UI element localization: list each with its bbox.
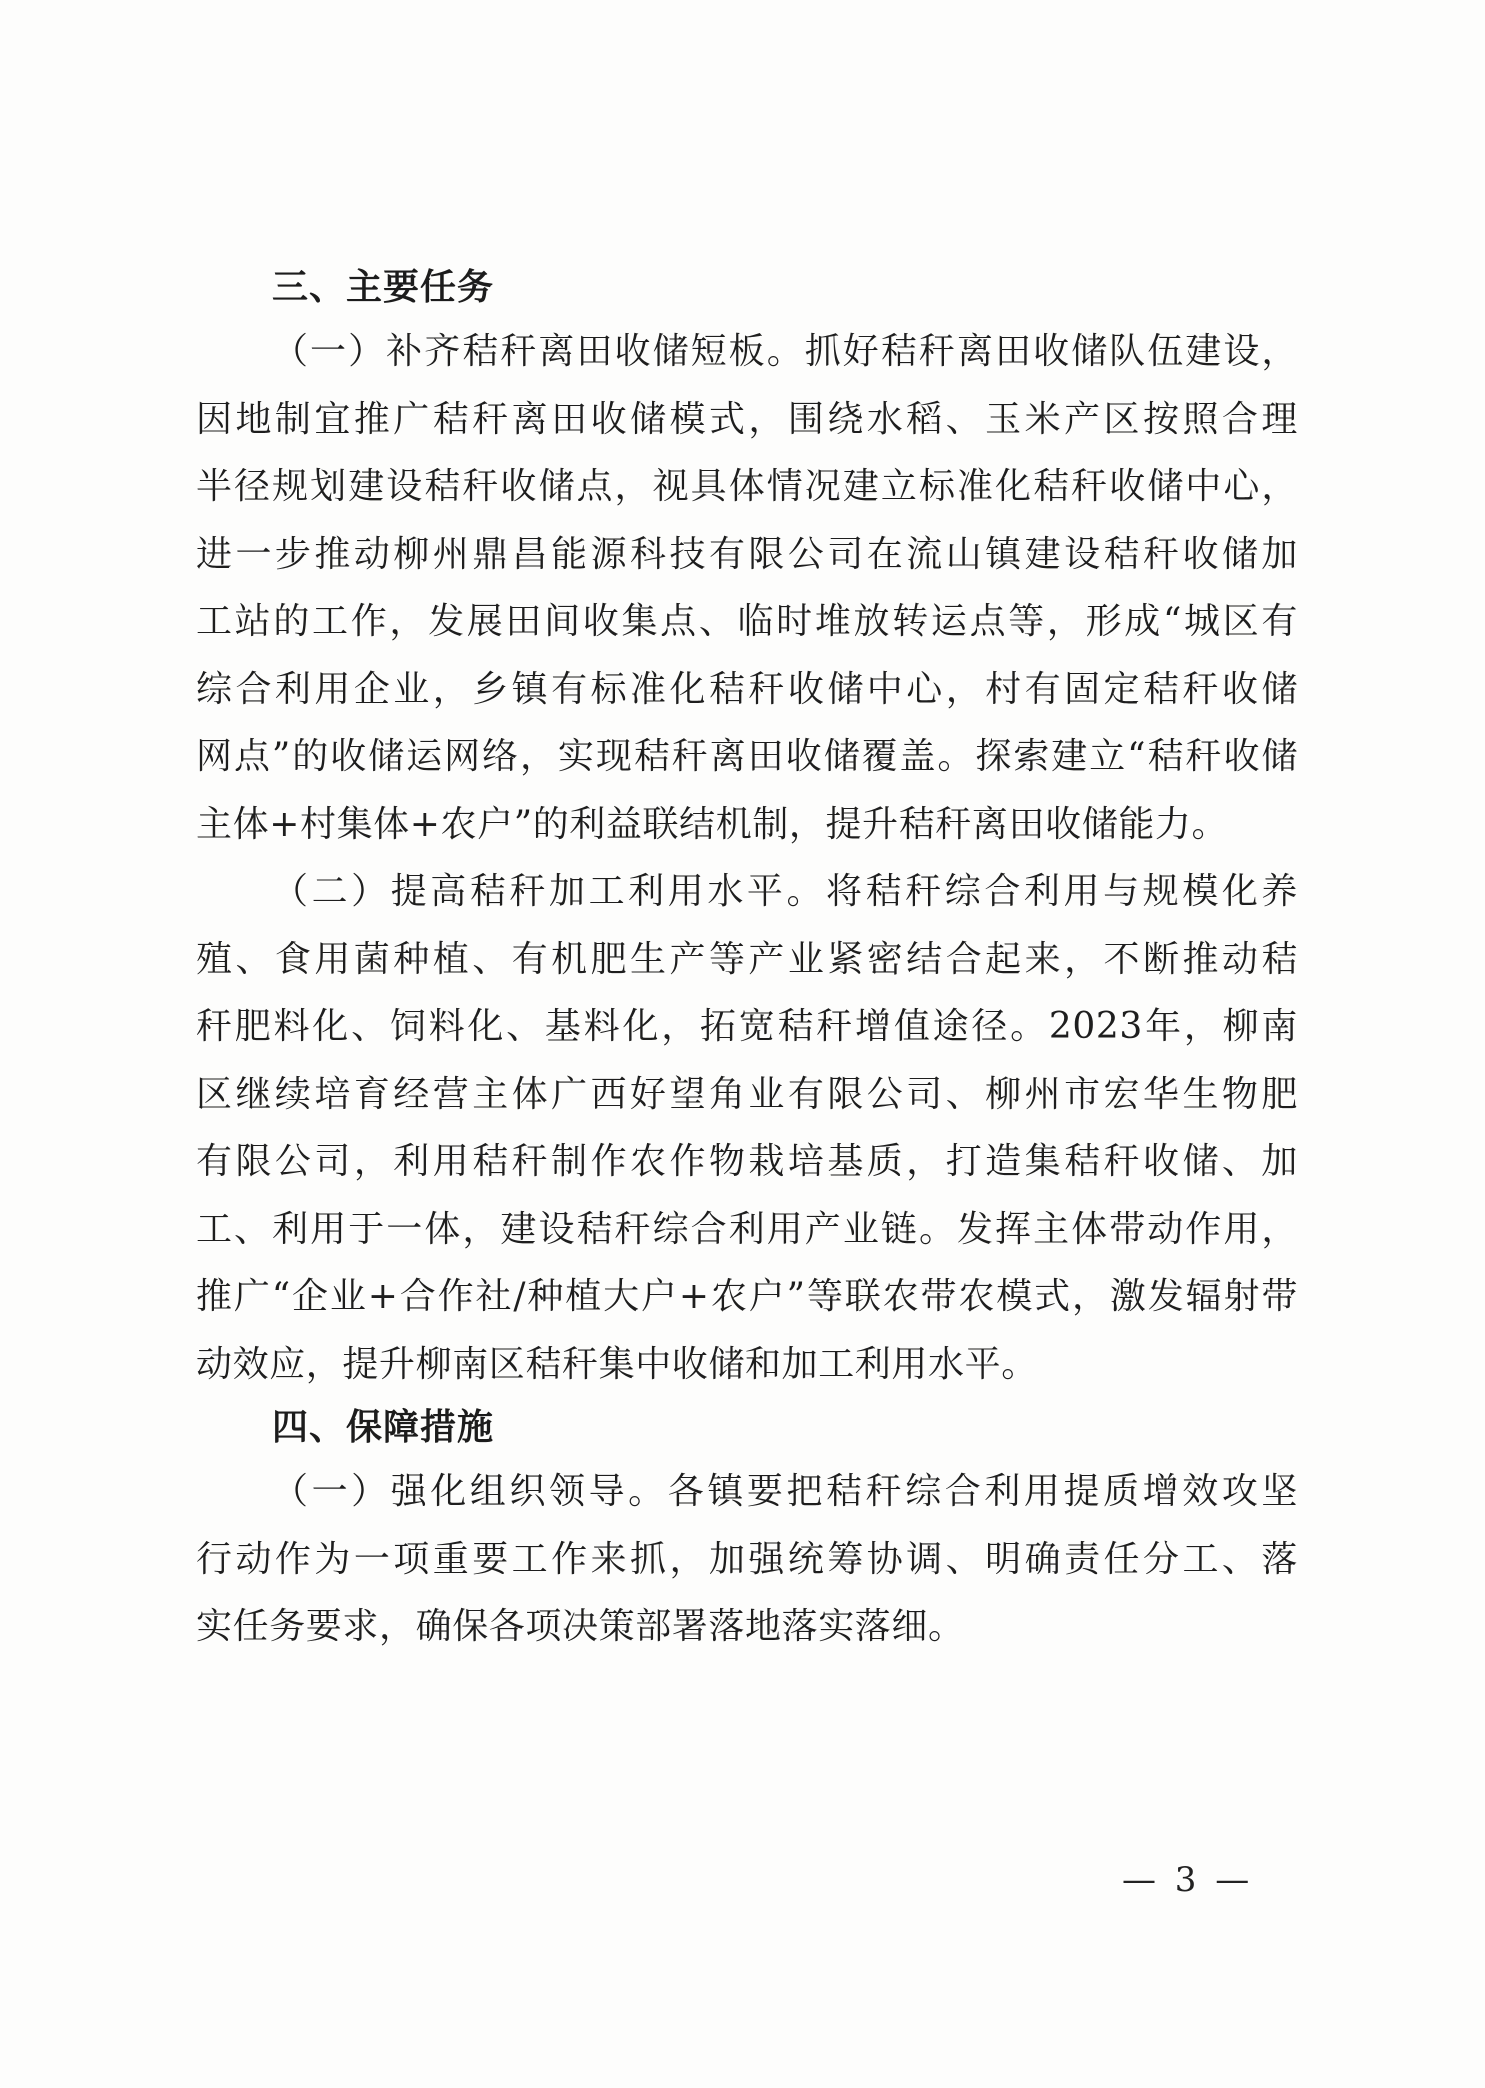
text-line: （二）提高秸秆加工利用水平。将秸秆综合利用与规模化养 (272, 871, 1298, 912)
text-line: 半径规划建设秸秆收储点，视具体情况建立标准化秸秆收储中心， (196, 466, 1298, 507)
text-line: 动效应，提升柳南区秸秆集中收储和加工利用水平。 (196, 1343, 1038, 1385)
text-line: 有限公司，利用秸秆制作农作物栽培基质，打造集秸秆收储、加 (196, 1141, 1298, 1182)
text-line: 秆肥料化、饲料化、基料化，拓宽秸秆增值途径。2023年，柳南 (196, 1006, 1298, 1047)
text-line: 综合利用企业，乡镇有标准化秸秆收储中心，村有固定秸秆收储 (196, 668, 1298, 710)
text-line: （一）补齐秸秆离田收储短板。抓好秸秆离田收储队伍建设， (272, 331, 1298, 372)
text-line: 主体+村集体+农户”的利益联结机制，提升秸秆离田收储能力。 (196, 803, 1229, 845)
text-line: 工站的工作，发展田间收集点、临时堆放转运点等，形成“城区有 (196, 601, 1298, 642)
text-line: 进一步推动柳州鼎昌能源科技有限公司在流山镇建设秸秆收储加 (196, 533, 1298, 575)
text-line: 殖、食用菌种植、有机肥生产等产业紧密结合起来，不断推动秸 (196, 938, 1298, 980)
text-line: 因地制宜推广秸秆离田收储模式，围绕水稻、玉米产区按照合理 (196, 398, 1298, 440)
text-line: 工、利用于一体，建设秸秆综合利用产业链。发挥主体带动作用， (196, 1208, 1298, 1250)
paragraph-storage (196, 318, 1298, 858)
text-line: 区继续培育经营主体广西好望角业有限公司、柳州市宏华生物肥 (196, 1073, 1298, 1115)
text-line: 网点”的收储运网络，实现秸秆离田收储覆盖。探索建立“秸秆收储 (196, 736, 1298, 777)
document-body (196, 258, 1298, 1661)
text-line: 实任务要求，确保各项决策部署落地落实落细。 (196, 1606, 965, 1647)
text-line: 行动作为一项重要工作来抓，加强统筹协调、明确责任分工、落 (196, 1538, 1298, 1580)
text-line: （一）强化组织领导。各镇要把秸秆综合利用提质增效攻坚 (272, 1471, 1298, 1512)
page-number: — 3 — (1122, 1860, 1254, 1900)
section-heading-main-tasks: 三、主要任务 (272, 267, 495, 308)
paragraph-leadership (196, 1458, 1298, 1661)
section-heading-safeguards: 四、保障措施 (272, 1407, 495, 1448)
text-line: 推广“企业+合作社/种植大户+农户”等联农带农模式，激发辐射带 (196, 1276, 1298, 1317)
paragraph-processing (196, 858, 1298, 1398)
